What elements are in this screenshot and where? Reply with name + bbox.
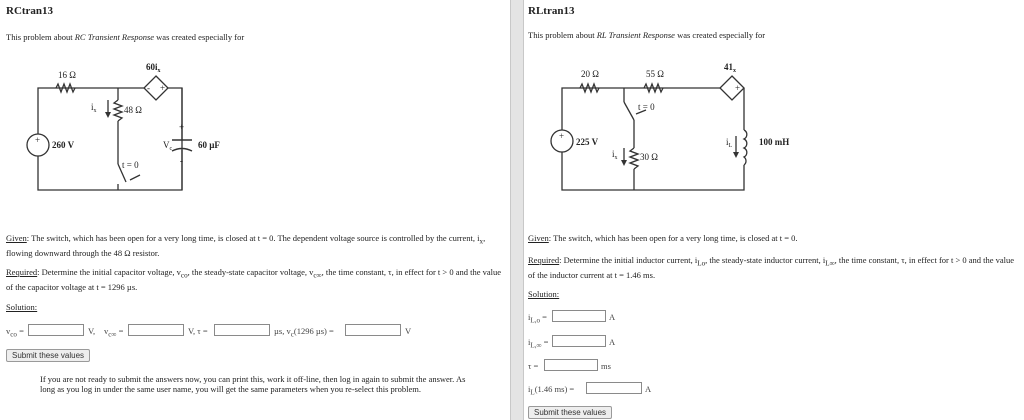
vcinf-label: $v_{c\infty}$ = — [104, 326, 124, 339]
required-label: Required — [6, 267, 38, 277]
required-label: Required — [528, 255, 560, 265]
ilo-label: $i_{L,o}$ = — [528, 312, 547, 325]
ix-label: $i_x$ — [612, 149, 618, 161]
intro-prefix: This problem about — [6, 32, 75, 42]
required-text-c: , the time constant, τ, in effect for t > 0 and the value of the inductor current at t = 1.46 ms. — [528, 255, 1015, 280]
given-sub: x — [479, 237, 484, 246]
inductor — [744, 130, 747, 165]
vcinf-unit: V, τ = — [188, 326, 208, 336]
required-paragraph — [6, 267, 506, 293]
required-sub-b: L∞ — [825, 259, 835, 268]
rltran-panel — [524, 0, 1024, 420]
given-tail: , flowing downward through the 48 Ω resistor. — [6, 233, 486, 258]
required-text-b: , the steady-state inductor current, i — [705, 255, 826, 265]
required-text-a: : Determine the initial inductor current, i — [559, 255, 698, 265]
il-at-t-label: $i_L(1.46$ ms) = — [528, 384, 575, 397]
dep-source-label: $60i_x$ — [146, 62, 161, 74]
required-sub-a: Lo — [697, 259, 706, 268]
problem-intro — [528, 30, 765, 40]
resistor-30 — [630, 148, 638, 169]
submit-button[interactable]: Submit these values — [528, 406, 612, 419]
required-sub-b: c∞ — [313, 271, 322, 280]
ix-label: $i_x$ — [91, 102, 97, 114]
tau-input[interactable] — [214, 324, 270, 336]
resistor-55-label: 55 Ω — [646, 69, 664, 79]
tau-unit: µs, $v_c(1296$ µs) = — [274, 326, 334, 339]
intro-suffix: was created especially for — [154, 32, 245, 42]
source-plus: + — [559, 131, 565, 141]
switch-label: t = 0 — [638, 102, 655, 112]
resistor-48 — [114, 100, 122, 121]
required-text-b: , the steady-state capacitor voltage, v — [187, 267, 314, 277]
wire-bottom — [38, 88, 185, 190]
vc-at-t-input[interactable] — [345, 324, 401, 336]
ilinf-label: $i_{L,\infty}$ = — [528, 337, 549, 350]
given-text: : The switch, which has been open for a very long time, is closed at t = 0. — [548, 233, 798, 243]
intro-topic: RC Transient Response — [74, 32, 155, 42]
resistor-20 — [580, 84, 599, 92]
switch-blade — [624, 102, 634, 120]
source-plus: + — [35, 135, 41, 145]
resistor-16-label: 16 Ω — [58, 70, 76, 80]
il-label: $i_L$ — [726, 137, 733, 149]
vc-minus: - — [180, 156, 183, 166]
intro-topic: RL Transient Response — [596, 30, 675, 40]
required-text-c: , the time constant, τ, in effect for t > 0 and the value of the capacitor voltage at t = 1296 µs. — [6, 267, 502, 292]
ilo-input[interactable] — [552, 310, 606, 322]
required-sub-a: co — [180, 271, 188, 280]
tau-input[interactable] — [544, 359, 598, 371]
intro-suffix: was created especially for — [674, 30, 766, 40]
dependent-voltage-source — [720, 76, 744, 100]
given-paragraph — [528, 233, 1018, 244]
resistor-30-label: 30 Ω — [640, 152, 658, 162]
resistor-20-label: 20 Ω — [581, 69, 599, 79]
solution-label: Solution: — [528, 289, 560, 299]
switch-arrow — [130, 175, 140, 180]
source-label: 225 V — [576, 137, 599, 147]
vcinf-input[interactable] — [128, 324, 184, 336]
problem-intro — [6, 32, 244, 42]
wire-left-top — [38, 88, 80, 134]
given-label: Given — [528, 233, 549, 243]
resistor-48-label: 48 Ω — [124, 105, 142, 115]
vc-label: $V_c$ — [163, 140, 173, 152]
ilo-unit: A — [609, 312, 616, 322]
inductor-label: 100 mH — [759, 137, 790, 147]
resistor-55 — [644, 84, 663, 92]
resistor-16 — [56, 84, 75, 92]
dep-source-plus: + — [160, 83, 166, 93]
submit-button[interactable]: Submit these values — [6, 349, 90, 362]
vt-unit: V — [405, 326, 412, 336]
offline-note: If you are not ready to submit the answers now, you can print this, work it off-line, then log in again to submit the answer. As long as you log in under the same user name, you will get the same parameters when you re-select this problem. — [40, 374, 466, 394]
ilinf-input[interactable] — [552, 335, 606, 347]
ilinf-unit: A — [609, 337, 616, 347]
required-text-a: : Determine the initial capacitor voltage, v — [37, 267, 181, 277]
dep-source-plus: + — [735, 83, 741, 93]
vc-plus: + — [179, 122, 185, 132]
problem-title: RCtran13 — [6, 5, 54, 17]
tau-unit: ms — [601, 361, 611, 371]
given-paragraph — [6, 233, 506, 259]
intro-prefix: This problem about — [528, 30, 597, 40]
capacitor-label: 60 µF — [198, 140, 220, 150]
dep-source-label: $41_x$ — [724, 62, 736, 74]
required-paragraph — [528, 255, 1018, 281]
source-label: 260 V — [52, 140, 75, 150]
tau-label: τ = — [528, 361, 539, 371]
vco-unit: V, — [88, 326, 96, 336]
vco-label: $v_{co}$ = — [6, 326, 24, 339]
ix-arrow-head — [105, 112, 111, 118]
vco-input[interactable] — [28, 324, 84, 336]
il-at-t-unit: A — [645, 384, 652, 394]
ix-arrow-head — [621, 160, 627, 166]
problem-title: RLtran13 — [528, 5, 575, 17]
il-at-t-input[interactable] — [586, 382, 642, 394]
given-text: : The switch, which has been open for a very long time, is closed at t = 0. The dependent voltage source is controlled by the current, i — [26, 233, 480, 243]
switch-label: t = 0 — [122, 160, 139, 170]
il-arrow-head — [733, 152, 739, 158]
rctran-panel — [0, 0, 511, 420]
solution-label: Solution: — [6, 302, 38, 312]
panel-divider — [511, 0, 524, 420]
given-label: Given — [6, 233, 27, 243]
rc-circuit-diagram — [0, 50, 300, 210]
dep-source-minus: - — [147, 83, 150, 93]
rl-circuit-diagram — [524, 50, 824, 210]
